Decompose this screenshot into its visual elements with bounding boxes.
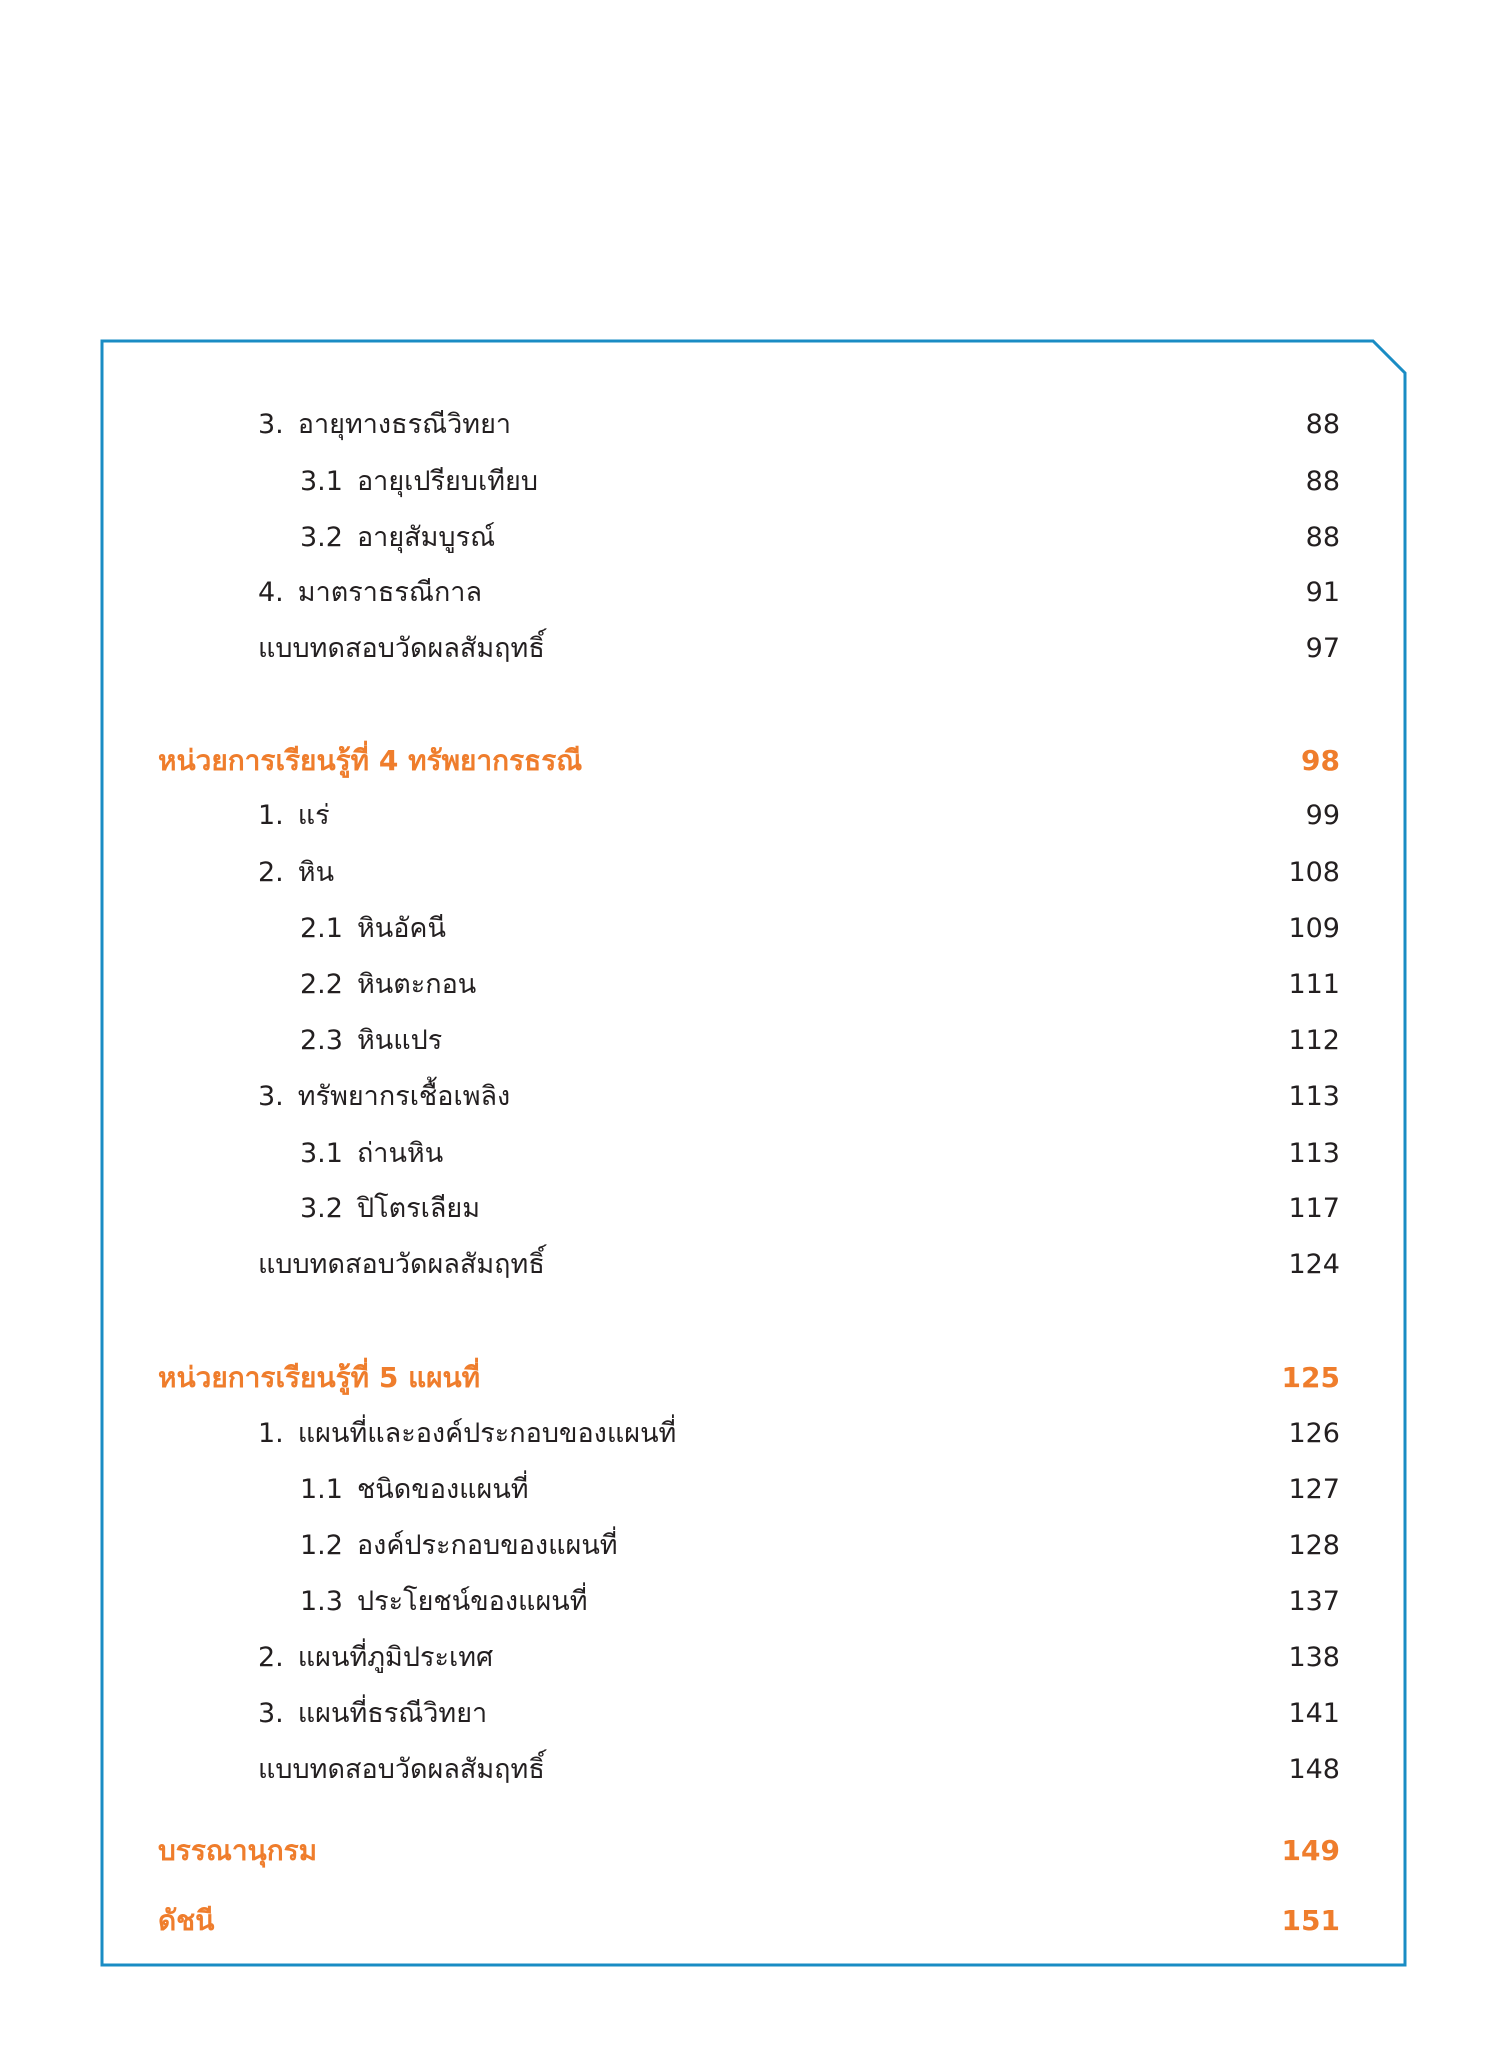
toc-page-number: 127 (1288, 1474, 1340, 1505)
toc-page-number: 137 (1288, 1586, 1340, 1617)
toc-page-number: 138 (1288, 1642, 1340, 1673)
toc-entry-number: 3.2 (300, 522, 343, 553)
toc-entry[interactable] (150, 960, 1340, 1010)
toc-entry-label (258, 400, 511, 450)
toc-entry-title: ชนิดของแผนที่ (356, 1474, 529, 1505)
toc-entry[interactable] (150, 848, 1340, 898)
toc-entry[interactable] (150, 1689, 1340, 1739)
toc-entry-number: 2.1 (300, 913, 343, 944)
toc-entry-label (300, 457, 538, 507)
toc-entry-label (300, 1016, 442, 1066)
toc-page-number: 88 (1305, 522, 1340, 553)
toc-entry-title: แผนที่และองค์ประกอบของแผนที่ (297, 1418, 677, 1449)
toc-entry-label (258, 624, 545, 674)
toc-entry-title: หินแปร (356, 1025, 443, 1056)
toc-entry-title: แบบทดสอบวัดผลสัมฤทธิ์ (258, 1249, 545, 1280)
toc-entry[interactable] (150, 1016, 1340, 1066)
toc-entry-title: ประโยชน์ของแผนที่ (356, 1586, 588, 1617)
toc-entry-title: องค์ประกอบของแผนที่ (356, 1530, 618, 1561)
toc-entry[interactable] (150, 1072, 1340, 1122)
toc-entry-number: 3.2 (300, 1193, 343, 1224)
toc-entry-title: อายุสัมบูรณ์ (356, 522, 496, 553)
toc-entry-title: ดัชนี (158, 1904, 215, 1937)
toc-entry-label (258, 1745, 545, 1795)
toc-page-number: 148 (1288, 1754, 1340, 1785)
toc-entry[interactable] (150, 1633, 1340, 1683)
toc-entry[interactable] (150, 1129, 1340, 1179)
toc-entry-label (300, 1521, 618, 1571)
toc-entry-number: 3. (258, 1698, 284, 1729)
toc-entry[interactable] (150, 568, 1340, 618)
toc-page-number: 98 (1301, 744, 1340, 777)
toc-entry-number: 3. (258, 1081, 284, 1112)
toc-entry-number: 1. (258, 800, 284, 831)
toc-entry-title: หน่วยการเรียนรู้ที่ 5 แผนที่ (158, 1361, 481, 1394)
toc-entry-number: 3.1 (300, 1138, 343, 1169)
toc-page-number: 124 (1288, 1249, 1340, 1280)
toc-entry[interactable] (150, 1577, 1340, 1627)
toc-page-number: 88 (1305, 466, 1340, 497)
toc-entry-title: ถ่านหิน (356, 1138, 444, 1169)
toc-entry-label (300, 1184, 480, 1234)
toc-entry-title: หน่วยการเรียนรู้ที่ 4 ทรัพยากรธรณี (158, 744, 583, 777)
toc-entry-title: หินอัคนี (356, 913, 446, 944)
toc-entry-title: ปิโตรเลียม (356, 1193, 481, 1224)
toc-entry[interactable] (150, 1409, 1340, 1459)
toc-page-number: 97 (1305, 633, 1340, 664)
toc-page-number: 141 (1288, 1698, 1340, 1729)
toc-entry-number: 2. (258, 857, 284, 888)
toc-entry-title: บรรณานุกรม (158, 1834, 318, 1867)
toc-entry-label (258, 791, 330, 841)
toc-entry-number: 3. (258, 409, 284, 440)
toc-entry-title: แบบทดสอบวัดผลสัมฤทธิ์ (258, 633, 545, 664)
toc-entry-label (258, 1409, 676, 1459)
toc-page-number: 113 (1288, 1081, 1340, 1112)
toc-entry[interactable] (150, 513, 1340, 563)
toc-page-number: 99 (1305, 800, 1340, 831)
toc-entry[interactable] (150, 1240, 1340, 1290)
toc-entry-number: 2. (258, 1642, 284, 1673)
toc-page-number: 112 (1288, 1025, 1340, 1056)
toc-entry-title: แผนที่ภูมิประเทศ (297, 1642, 494, 1673)
toc-entry[interactable] (150, 1521, 1340, 1571)
toc-entry-label (258, 1689, 487, 1739)
toc-entry-title: อายุทางธรณีวิทยา (297, 409, 512, 440)
toc-entry-label (300, 513, 495, 563)
toc-entry-label (300, 960, 476, 1010)
toc-page-number: 149 (1281, 1834, 1340, 1867)
toc-entry-label (158, 1826, 317, 1876)
toc-entry-title: อายุเปรียบเทียบ (356, 466, 538, 497)
toc-entry-label (300, 1129, 443, 1179)
toc-entry-label (258, 1240, 545, 1290)
toc-entry-label (258, 1072, 510, 1122)
toc-page-number: 88 (1305, 409, 1340, 440)
toc-entry-label (158, 736, 582, 786)
toc-unit-heading[interactable] (150, 1826, 1340, 1876)
toc-entry-title: หิน (297, 857, 335, 888)
toc-unit-heading[interactable] (150, 736, 1340, 786)
toc-entry-number: 1. (258, 1418, 284, 1449)
toc-page-number: 91 (1305, 577, 1340, 608)
toc-entry-label (158, 1353, 480, 1403)
toc-entry[interactable] (150, 1745, 1340, 1795)
toc-unit-heading[interactable] (150, 1896, 1340, 1946)
toc-entry[interactable] (150, 457, 1340, 507)
toc-entry-title: แผนที่ธรณีวิทยา (297, 1698, 488, 1729)
toc-entry[interactable] (150, 1465, 1340, 1515)
toc-page-number: 111 (1288, 969, 1340, 1000)
toc-entry[interactable] (150, 791, 1340, 841)
toc-entry-title: แบบทดสอบวัดผลสัมฤทธิ์ (258, 1754, 545, 1785)
toc-entry-number: 3.1 (300, 466, 343, 497)
toc-page-number: 113 (1288, 1138, 1340, 1169)
toc-page-number: 109 (1288, 913, 1340, 944)
toc-entry[interactable] (150, 400, 1340, 450)
toc-page-number: 128 (1288, 1530, 1340, 1561)
toc-page-number: 117 (1288, 1193, 1340, 1224)
toc-entry-number: 1.2 (300, 1530, 343, 1561)
toc-entry-number: 1.3 (300, 1586, 343, 1617)
toc-entry-label (258, 1633, 493, 1683)
toc-entry[interactable] (150, 624, 1340, 674)
toc-entry-number: 2.3 (300, 1025, 343, 1056)
toc-entry[interactable] (150, 1184, 1340, 1234)
toc-entry[interactable] (150, 904, 1340, 954)
toc-entry-label (158, 1896, 214, 1946)
toc-entry-label (300, 904, 446, 954)
toc-page-number: 126 (1288, 1418, 1340, 1449)
toc-page-number: 125 (1281, 1361, 1340, 1394)
toc-entry-number: 4. (258, 577, 284, 608)
toc-entry-label (258, 568, 482, 618)
toc-entry-number: 1.1 (300, 1474, 343, 1505)
toc-entry-number: 2.2 (300, 969, 343, 1000)
toc-entry-label (300, 1577, 588, 1627)
toc-page-number: 108 (1288, 857, 1340, 888)
toc-unit-heading[interactable] (150, 1353, 1340, 1403)
toc-entry-title: แร่ (297, 800, 330, 831)
toc-entry-label (258, 848, 334, 898)
toc-entry-label (300, 1465, 529, 1515)
toc-page-number: 151 (1281, 1904, 1340, 1937)
toc-entry-title: มาตราธรณีกาล (297, 577, 483, 608)
toc-entry-title: ทรัพยากรเชื้อเพลิง (297, 1081, 511, 1112)
toc-entry-title: หินตะกอน (356, 969, 477, 1000)
